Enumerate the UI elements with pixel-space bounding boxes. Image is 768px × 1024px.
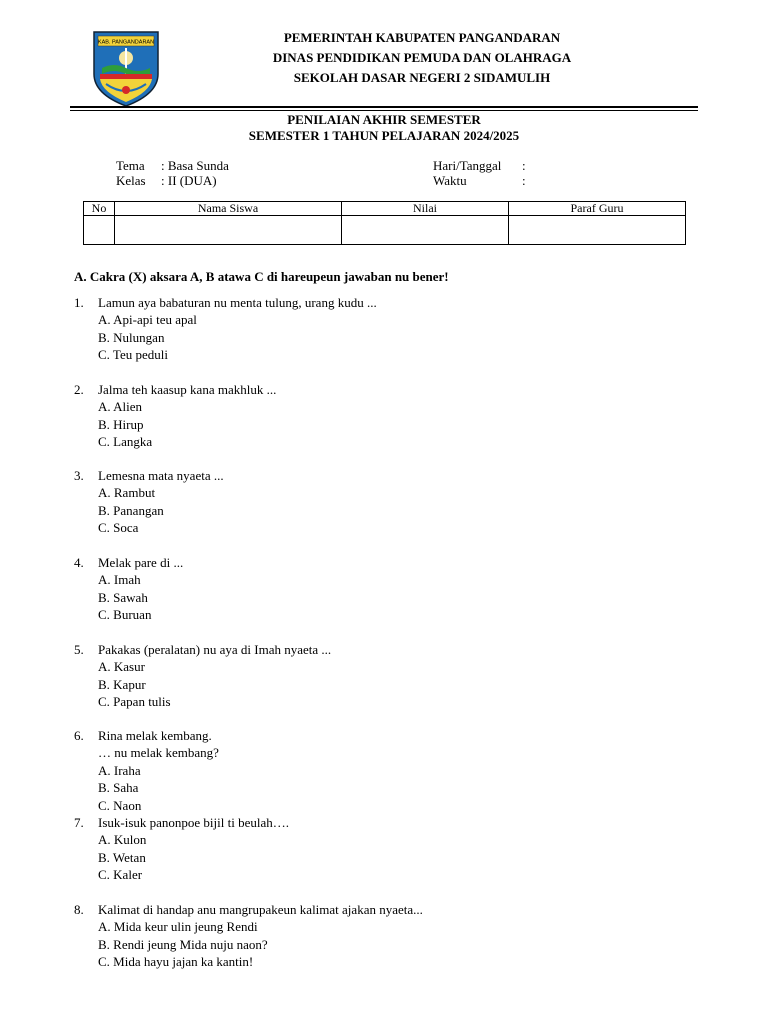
header-divider-thick	[70, 106, 698, 108]
col-no: No	[84, 202, 115, 216]
question-number: 6.	[74, 728, 84, 743]
question-number: 4.	[74, 555, 84, 570]
question-text-line-2: … nu melak kembang?	[98, 745, 219, 761]
option-a[interactable]: A. Api-api teu apal	[98, 312, 197, 328]
exam-subtitle: SEMESTER 1 TAHUN PELAJARAN 2024/2025	[248, 128, 520, 143]
header-line-2: DINAS PENDIDIKAN PEMUDA DAN OLAHRAGA	[272, 50, 572, 65]
option-c[interactable]: C. Buruan	[98, 607, 152, 623]
option-c[interactable]: C. Langka	[98, 434, 153, 450]
score-table	[83, 201, 686, 245]
option-c[interactable]: C. Naon	[98, 797, 142, 813]
score-table-header	[84, 202, 686, 216]
kelas-value: : II (DUA)	[161, 173, 217, 188]
option-b[interactable]: B. Saha	[98, 780, 139, 796]
question-text: Lamun aya babaturan nu menta tulung, urang kudu ...	[98, 295, 377, 310]
option-a[interactable]: A. Rambut	[98, 485, 156, 501]
question-number: 7.	[74, 815, 84, 830]
col-paraf-guru: Paraf Guru	[509, 202, 686, 216]
logo-banner-text: KAB. PANGANDARAN	[97, 39, 155, 46]
cell-paraf-guru[interactable]	[509, 216, 686, 245]
cell-nilai[interactable]	[342, 216, 509, 245]
question-number: 2.	[74, 382, 84, 397]
cell-nama-siswa[interactable]	[115, 216, 342, 245]
col-nama-siswa: Nama Siswa	[115, 202, 342, 216]
option-c[interactable]: C. Mida hayu jajan ka kantin!	[98, 954, 254, 970]
hari-label: Hari/Tanggal	[433, 158, 502, 173]
option-c[interactable]: C. Kaler	[98, 867, 143, 883]
section-a-instruction: A. Cakra (X) aksara A, B atawa C di hareupeun jawaban nu bener!	[74, 269, 449, 284]
header-line-3: SEKOLAH DASAR NEGERI 2 SIDAMULIH	[293, 70, 551, 85]
col-nilai: Nilai	[342, 202, 509, 216]
option-c[interactable]: C. Teu peduli	[98, 347, 168, 363]
header-line-1: PEMERINTAH KABUPATEN PANGANDARAN	[283, 30, 561, 45]
question-number: 5.	[74, 642, 84, 657]
question-text: Melak pare di ...	[98, 555, 184, 570]
question-text: Lemesna mata nyaeta ...	[98, 468, 224, 483]
option-a[interactable]: A. Alien	[98, 399, 143, 415]
option-b[interactable]: B. Rendi jeung Mida nuju naon?	[98, 936, 268, 952]
question-number: 3.	[74, 468, 84, 483]
option-b[interactable]: B. Nulungan	[98, 329, 165, 345]
option-a[interactable]: A. Iraha	[98, 762, 141, 778]
question-text: Kalimat di handap anu mangrupakeun kalimat ajakan nyaeta...	[98, 902, 423, 917]
option-a[interactable]: A. Kulon	[98, 832, 147, 848]
option-a[interactable]: A. Kasur	[98, 659, 145, 675]
option-c[interactable]: C. Soca	[98, 520, 139, 536]
option-b[interactable]: B. Panangan	[98, 502, 164, 518]
option-a[interactable]: A. Mida keur ulin jeung Rendi	[98, 919, 258, 935]
option-c[interactable]: C. Papan tulis	[98, 694, 171, 710]
score-table-row	[84, 216, 686, 245]
hari-value: :	[522, 158, 526, 173]
option-a[interactable]: A. Imah	[98, 572, 141, 588]
option-b[interactable]: B. Sawah	[98, 589, 148, 605]
exam-title: PENILAIAN AKHIR SEMESTER	[287, 112, 481, 127]
question-text: Pakakas (peralatan) nu aya di Imah nyaeta ...	[98, 642, 332, 657]
waktu-label: Waktu	[433, 173, 467, 188]
cell-no[interactable]	[84, 216, 115, 245]
header-divider-thin	[70, 110, 698, 111]
option-b[interactable]: B. Hirup	[98, 416, 144, 432]
option-b[interactable]: B. Kapur	[98, 676, 146, 692]
kelas-label: Kelas	[116, 173, 146, 188]
question-number: 8.	[74, 902, 84, 917]
question-text: Isuk-isuk panonpoe bijil ti beulah….	[98, 815, 290, 830]
tema-label: Tema	[116, 158, 145, 173]
waktu-value: :	[522, 173, 526, 188]
question-text: Rina melak kembang.	[98, 728, 212, 743]
question-number: 1.	[74, 295, 84, 310]
tema-value: : Basa Sunda	[161, 158, 229, 173]
question-text: Jalma teh kaasup kana makhluk ...	[98, 382, 277, 397]
option-b[interactable]: B. Wetan	[98, 849, 146, 865]
